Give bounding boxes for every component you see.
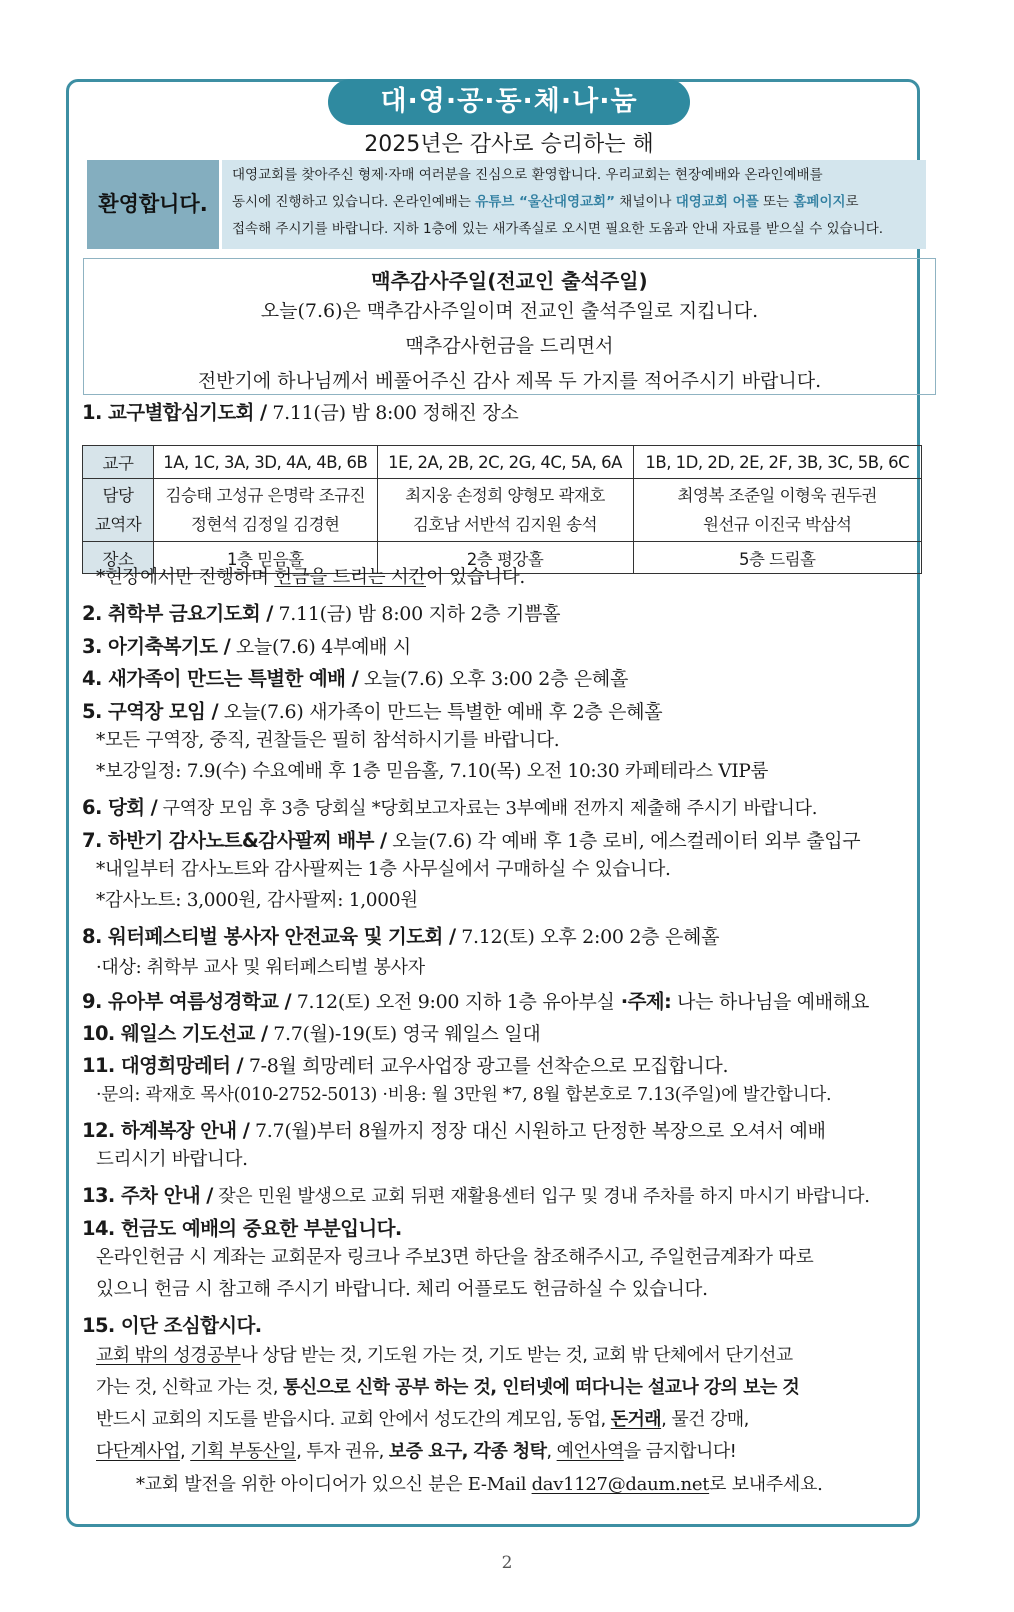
theme-label: ·주제: bbox=[614, 990, 672, 1013]
item-text: 7.12(토) 오전 9:00 지하 1층 유아부실 bbox=[291, 991, 615, 1013]
text: , 투자 권유, bbox=[296, 1441, 389, 1462]
table-cell: 5층 드림홀 bbox=[633, 542, 922, 574]
text: 로 bbox=[845, 194, 859, 210]
item-15-line bbox=[96, 1341, 793, 1367]
item-title: 14. 헌금도 예배의 중요한 부분입니다. bbox=[82, 1217, 402, 1240]
text: 또는 bbox=[758, 194, 794, 210]
item-14 bbox=[82, 1213, 402, 1241]
table-cell: 1층 믿음홀 bbox=[154, 542, 378, 574]
item-title: 6. 당회 / bbox=[82, 796, 158, 819]
cell-text: 정현석 김정일 김경현 bbox=[191, 515, 340, 534]
text: *교회 발전을 위한 아이디어가 있으신 분은 E-Mail bbox=[136, 1474, 532, 1495]
item-13 bbox=[82, 1180, 870, 1208]
page-subtitle: 2025년은 감사로 승리하는 해 bbox=[364, 132, 654, 157]
item-7-note: *감사노트: 3,000원, 감사팔찌: 1,000원 bbox=[96, 890, 418, 911]
item-text: 잦은 민원 발생으로 교회 뒤편 재활용센터 입구 및 경내 주차를 하지 마시기 바랍니다. bbox=[212, 1186, 870, 1207]
item-14-note: 있으니 헌금 시 참고해 주시기 바랍니다. 체리 어플로도 헌금하실 수 있습니다. bbox=[96, 1279, 708, 1300]
underlined-text: 예언사역 bbox=[556, 1441, 624, 1462]
text: , 물건 강매, bbox=[661, 1409, 749, 1430]
item-12-note: 드리시기 바랍니다. bbox=[96, 1149, 248, 1170]
item-title: 12. 하계복장 안내 / bbox=[82, 1119, 250, 1142]
item-title: 2. 취학부 금요기도회 / bbox=[82, 602, 273, 625]
table-cell: 1A, 1C, 3A, 3D, 4A, 4B, 6B bbox=[154, 446, 378, 479]
email-address: dav1127@daum.net bbox=[531, 1474, 710, 1495]
item-text: 오늘(7.6) 새가족이 만드는 특별한 예배 후 2층 은혜홀 bbox=[218, 701, 663, 723]
welcome-line bbox=[232, 189, 916, 216]
item-text: 7.11(금) 밤 8:00 지하 2층 기쁨홀 bbox=[272, 603, 561, 625]
item-title: 7. 하반기 감사노트&감사팔찌 배부 / bbox=[82, 829, 387, 852]
underlined-text: 다단계사업 bbox=[96, 1441, 180, 1462]
table-cell: 2층 평강홀 bbox=[377, 542, 633, 574]
text: 이 있습니다. bbox=[426, 567, 526, 588]
item-text: 오늘(7.6) 각 예배 후 1층 로비, 에스컬레이터 외부 출입구 bbox=[386, 830, 861, 852]
table-cell bbox=[633, 479, 922, 542]
cell-text: 최지웅 손정희 양형모 곽재호 bbox=[405, 486, 605, 505]
item-9 bbox=[82, 986, 869, 1014]
text: , bbox=[546, 1441, 557, 1462]
item-text: 7.12(토) 오후 2:00 2층 은혜홀 bbox=[455, 926, 720, 948]
item-text: 나는 하나님을 예배해요 bbox=[671, 991, 870, 1013]
item-1-note bbox=[96, 563, 525, 589]
item-10 bbox=[82, 1018, 540, 1046]
underlined-text: 기획 부동산일 bbox=[190, 1441, 297, 1462]
item-15-line bbox=[96, 1405, 749, 1431]
table-cell: 1E, 2A, 2B, 2C, 2G, 4C, 5A, 6A bbox=[377, 446, 633, 479]
item-3 bbox=[82, 631, 411, 659]
table-cell bbox=[154, 479, 378, 542]
table-cell: 1B, 1D, 2D, 2E, 2F, 3B, 3C, 5B, 6C bbox=[633, 446, 922, 479]
youtube-channel: 유튜브 “울산대영교회” bbox=[475, 194, 615, 210]
text: 채널이나 bbox=[614, 194, 676, 210]
item-text: 구역장 모임 후 3층 당회실 *당회보고자료는 3부예배 전까지 제출해 주시기 바랍니다. bbox=[157, 798, 818, 819]
welcome-line: 접속해 주시기를 바랍니다. 지하 1층에 있는 새가족실로 오시면 필요한 도움과 안내 자료를 받으실 수 있습니다. bbox=[232, 221, 884, 237]
cell-text: 김승태 고성규 은명락 조규진 bbox=[165, 486, 366, 505]
item-7 bbox=[82, 825, 860, 853]
item-15-line bbox=[96, 1437, 736, 1463]
underlined-text: 교회 밖의 성경공부 bbox=[96, 1345, 241, 1366]
notice-line: 맥추감사헌금을 드리면서 bbox=[405, 335, 614, 357]
item-14-note: 온라인헌금 시 계좌는 교회문자 링크나 주보3면 하단을 참조해주시고, 주일헌금계좌가 따로 bbox=[96, 1247, 814, 1268]
item-title: 3. 아기축복기도 / bbox=[82, 635, 231, 658]
item-text: 7.7(월)부터 8월까지 정장 대신 시원하고 단정한 복장으로 오셔서 예배 bbox=[249, 1120, 826, 1142]
underlined-text: 헌금을 드리는 시간 bbox=[274, 567, 426, 588]
notice-line: 오늘(7.6)은 맥추감사주일이며 전교인 출석주일로 지킵니다. bbox=[260, 300, 759, 322]
notice-title: 맥추감사주일(전교인 출석주일) bbox=[371, 269, 648, 293]
cell-text: 원선규 이진국 박삼석 bbox=[703, 515, 852, 534]
item-title: 8. 워터페스티벌 봉사자 안전교육 및 기도회 / bbox=[82, 925, 456, 948]
item-2 bbox=[82, 598, 560, 626]
table-cell bbox=[377, 479, 633, 542]
item-text: 7.7(월)-19(토) 영국 웨일스 일대 bbox=[267, 1023, 541, 1045]
item-11-note: ·문의: 곽재호 목사(010-2752-5013) ·비용: 월 3만원 *7, 8월 합본호로 7.13(주일)에 발간합니다. bbox=[96, 1085, 832, 1105]
item-title: 4. 새가족이 만드는 특별한 예배 / bbox=[82, 667, 359, 690]
church-app: 대영교회 어플 bbox=[675, 194, 759, 210]
item-title: 1. 교구별합심기도회 / bbox=[82, 401, 267, 424]
header-text: 교역자 bbox=[94, 515, 142, 534]
text: *현장에서만 진행하며 bbox=[96, 567, 275, 588]
homepage: 홈페이지 bbox=[793, 194, 846, 210]
item-title: 11. 대영희망레터 / bbox=[82, 1054, 244, 1077]
text: 반드시 교회의 지도를 받읍시다. 교회 안에서 성도간의 계모임, 동업, bbox=[96, 1409, 611, 1430]
cell-text: 최영복 조준일 이형욱 권두권 bbox=[677, 486, 877, 505]
item-text: 7-8월 희망레터 교우사업장 광고를 선착순으로 모집합니다. bbox=[243, 1055, 729, 1077]
group-prayer-table bbox=[82, 445, 922, 574]
welcome-label: 환영합니다. bbox=[87, 160, 219, 249]
item-15 bbox=[82, 1310, 262, 1338]
table-header bbox=[83, 479, 154, 542]
page-title: 대·영·공·동·체·나·눔 bbox=[328, 79, 690, 125]
item-text: 7.11(금) 밤 8:00 정해진 장소 bbox=[266, 402, 519, 424]
item-text: 오늘(7.6) 4부예배 시 bbox=[230, 636, 411, 658]
text: 동시에 진행하고 있습니다. 온라인예배는 bbox=[232, 194, 476, 210]
item-6 bbox=[82, 792, 817, 820]
item-text: 오늘(7.6) 오후 3:00 2층 은혜홀 bbox=[358, 668, 629, 690]
cell-text: 김호남 서반석 김지원 송석 bbox=[412, 515, 598, 534]
text: 나 상담 받는 것, 기도원 가는 것, 기도 받는 것, 교회 밖 단체에서 단기선교 bbox=[240, 1345, 793, 1366]
underlined-text: 돈거래 bbox=[610, 1409, 662, 1430]
item-5 bbox=[82, 696, 662, 724]
footer-note bbox=[136, 1470, 823, 1496]
text: 가는 것, 신학교 가는 것, bbox=[96, 1377, 283, 1398]
text: , bbox=[179, 1441, 191, 1462]
item-title: 10. 웨일스 기도선교 / bbox=[82, 1022, 268, 1045]
item-5-note: *모든 구역장, 중직, 권찰들은 필히 참석하시기를 바랍니다. bbox=[96, 730, 560, 751]
item-title: 5. 구역장 모임 / bbox=[82, 700, 219, 723]
item-7-note: *내일부터 감사노트와 감사팔찌는 1층 사무실에서 구매하실 수 있습니다. bbox=[96, 859, 671, 880]
item-title: 15. 이단 조심합시다. bbox=[82, 1314, 262, 1337]
item-15-line bbox=[96, 1373, 799, 1399]
header-text: 담당 bbox=[102, 486, 134, 505]
notice-line: 전반기에 하나님께서 베풀어주신 감사 제목 두 가지를 적어주시기 바랍니다. bbox=[197, 370, 822, 392]
welcome-line: 대영교회를 찾아주신 형제·자매 여러분을 진심으로 환영합니다. 우리교회는 현장예배와 온라인예배를 bbox=[232, 167, 823, 183]
item-title: 9. 유아부 여름성경학교 / bbox=[82, 990, 291, 1013]
thanksgiving-notice bbox=[83, 258, 936, 395]
item-title: 13. 주차 안내 / bbox=[82, 1184, 213, 1207]
bold-text: 통신으로 신학 공부 하는 것, 인터넷에 떠다니는 설교나 강의 보는 것 bbox=[282, 1377, 800, 1398]
item-5-note: *보강일정: 7.9(수) 수요예배 후 1층 믿음홀, 7.10(목) 오전 10:30 카페테라스 VIP룸 bbox=[96, 761, 769, 782]
text: 을 금지합니다! bbox=[623, 1441, 737, 1462]
welcome-text bbox=[222, 160, 926, 249]
item-8-note: ·대상: 취학부 교사 및 워터페스티벌 봉사자 bbox=[96, 957, 425, 978]
item-11 bbox=[82, 1050, 728, 1078]
item-12 bbox=[82, 1115, 826, 1143]
item-1 bbox=[82, 397, 518, 425]
item-8 bbox=[82, 921, 719, 949]
bold-text: 보증 요구, 각종 청탁 bbox=[388, 1441, 547, 1462]
text: 로 보내주세요. bbox=[709, 1474, 823, 1495]
table-header: 교구 bbox=[83, 446, 154, 479]
table-header: 장소 bbox=[83, 542, 154, 574]
item-4 bbox=[82, 663, 628, 691]
page-number: 2 bbox=[501, 1553, 513, 1573]
